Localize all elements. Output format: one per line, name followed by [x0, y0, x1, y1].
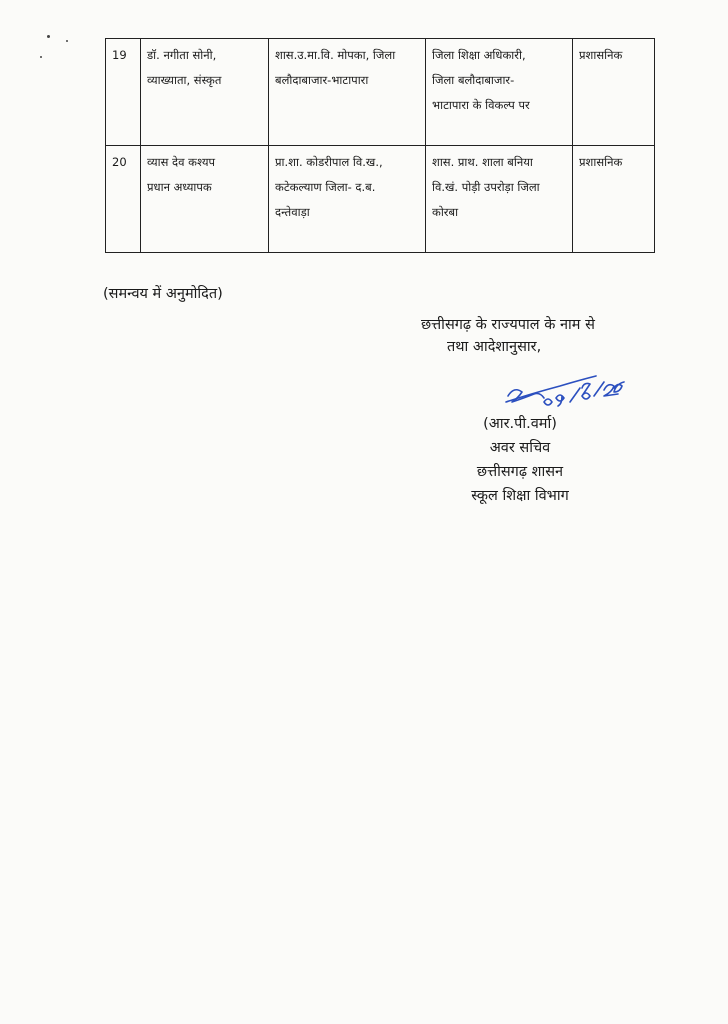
- transfer-reason: प्रशासनिक: [579, 48, 623, 62]
- new-posting-line: शास. प्राथ. शाला बनिया: [432, 155, 533, 169]
- serial-number-cell: [106, 39, 141, 146]
- employee-name: व्यास देव कश्यप: [147, 155, 216, 169]
- employee-name: डॉ. नगीता सोनी,: [147, 48, 217, 62]
- approval-note: (समन्वय में अनुमोदित): [103, 286, 223, 302]
- new-posting-line: भाटापारा के विकल्प पर: [432, 98, 530, 112]
- new-posting-line: कोरबा: [432, 205, 459, 219]
- serial-number: 20: [112, 155, 127, 169]
- table-row: [106, 39, 655, 146]
- current-posting-line: बलौदाबाजार-भाटापारा: [275, 73, 369, 87]
- transfer-reason-cell: [573, 146, 655, 253]
- transfer-reason: प्रशासनिक: [579, 155, 623, 169]
- current-posting-cell: [269, 146, 426, 253]
- current-posting-line: दन्तेवाड़ा: [275, 205, 310, 219]
- scan-speck: [47, 35, 50, 38]
- table-row: [106, 146, 655, 253]
- current-posting-line: कटेकल्याण जिला- द.ब.: [275, 180, 376, 194]
- order-authority-line: छत्तीसगढ़ के राज्यपाल के नाम से: [421, 317, 595, 333]
- new-posting-line: वि.खं. पोड़ी उपरोड़ा जिला: [432, 180, 540, 194]
- signatory-government: छत्तीसगढ़ शासन: [476, 464, 564, 480]
- current-posting-line: शास.उ.मा.वि. मोपका, जिला: [275, 48, 396, 62]
- new-posting-line: जिला बलौदाबाजार-: [432, 73, 515, 87]
- handwritten-signature: [500, 368, 630, 418]
- signatory-department: स्कूल शिक्षा विभाग: [471, 488, 569, 504]
- employee-name-cell: [141, 39, 269, 146]
- new-posting-line: जिला शिक्षा अधिकारी,: [432, 48, 526, 62]
- serial-number: 19: [112, 48, 127, 62]
- transfer-table: [105, 38, 655, 253]
- employee-designation: व्याख्याता, संस्कृत: [147, 73, 222, 87]
- employee-designation: प्रधान अध्यापक: [147, 180, 212, 194]
- current-posting-cell: [269, 39, 426, 146]
- current-posting-line: प्रा.शा. कोडरीपाल वि.ख.,: [275, 155, 383, 169]
- scan-speck: [66, 40, 68, 42]
- new-posting-cell: [426, 146, 573, 253]
- transfer-reason-cell: [573, 39, 655, 146]
- new-posting-cell: [426, 39, 573, 146]
- employee-name-cell: [141, 146, 269, 253]
- signatory-block: [440, 412, 600, 508]
- order-authority-line: तथा आदेशानुसार,: [447, 339, 542, 355]
- signatory-name: (आर.पी.वर्मा): [483, 416, 557, 432]
- scan-speck: [40, 56, 42, 58]
- signatory-designation: अवर सचिव: [489, 440, 551, 456]
- serial-number-cell: [106, 146, 141, 253]
